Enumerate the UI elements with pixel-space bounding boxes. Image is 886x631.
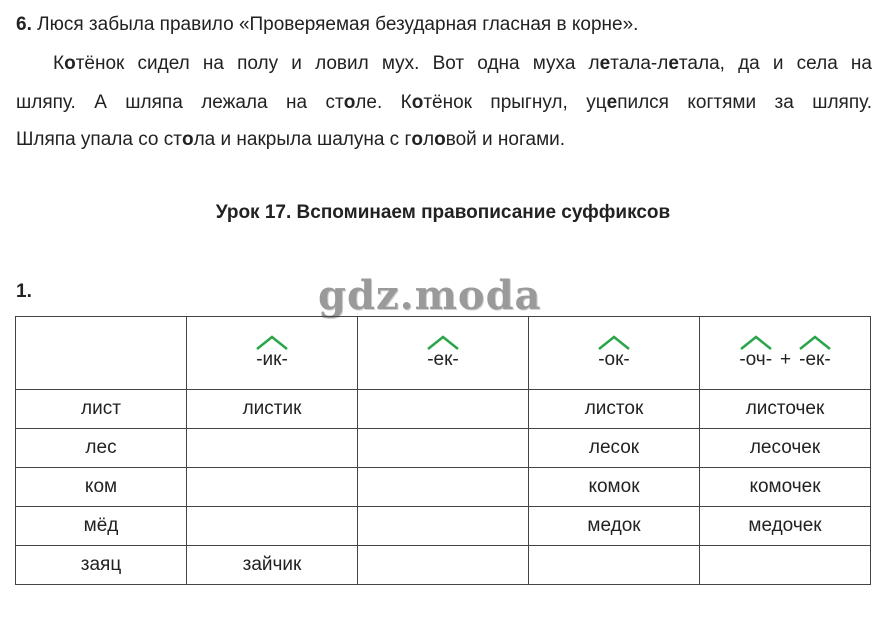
bold-vowel: о bbox=[434, 129, 446, 150]
table-cell bbox=[187, 468, 358, 507]
table-row bbox=[16, 546, 871, 585]
table-cell: мёд bbox=[16, 507, 187, 546]
suffix-arc-icon bbox=[255, 335, 289, 351]
table-cell bbox=[358, 390, 529, 429]
table-cell bbox=[529, 546, 700, 585]
table-cell: листочек bbox=[700, 390, 871, 429]
suffix-label: -ик- bbox=[256, 349, 288, 370]
plus-sign: + bbox=[780, 349, 792, 370]
text-segment: тёнок прыгнул, уц bbox=[423, 92, 607, 113]
table-cell: лист bbox=[16, 390, 187, 429]
table-cell bbox=[358, 468, 529, 507]
bold-vowel: е bbox=[668, 53, 679, 74]
table-cell: лес bbox=[16, 429, 187, 468]
table-cell: ком bbox=[16, 468, 187, 507]
table-cell: заяц bbox=[16, 546, 187, 585]
bold-vowel: о bbox=[411, 92, 424, 113]
table-cell: комочек bbox=[700, 468, 871, 507]
table-row bbox=[16, 507, 871, 546]
table-cell: листок bbox=[529, 390, 700, 429]
table-cell: листик bbox=[187, 390, 358, 429]
suffix-mark bbox=[598, 335, 630, 371]
suffix-label: -ек- bbox=[427, 349, 459, 370]
table-row bbox=[16, 468, 871, 507]
text-segment: ла и накрыла шалуна с г bbox=[193, 129, 412, 150]
table-cell: медок bbox=[529, 507, 700, 546]
table-cell bbox=[700, 546, 871, 585]
table-header-row bbox=[16, 317, 871, 390]
suffix-label: -ек- bbox=[799, 349, 831, 370]
header-suffix-cell bbox=[358, 317, 529, 390]
exercise-number: 6. bbox=[16, 14, 32, 35]
text-line bbox=[16, 53, 872, 75]
suffix-table bbox=[15, 316, 871, 585]
bold-vowel: о bbox=[64, 53, 76, 74]
suffix-mark bbox=[739, 335, 772, 371]
table-row bbox=[16, 390, 871, 429]
header-combo-cell bbox=[700, 317, 871, 390]
text-segment: К bbox=[53, 53, 65, 74]
table-cell: комок bbox=[529, 468, 700, 507]
header-suffix-cell bbox=[187, 317, 358, 390]
table-row bbox=[16, 429, 871, 468]
header-empty-cell bbox=[16, 317, 187, 390]
suffix-mark bbox=[427, 335, 459, 371]
header-suffix-cell bbox=[529, 317, 700, 390]
bold-vowel: е bbox=[606, 92, 618, 113]
text-segment: вой и ногами. bbox=[445, 129, 566, 150]
bold-vowel: о bbox=[181, 129, 194, 150]
table-cell: зайчик bbox=[187, 546, 358, 585]
suffix-mark bbox=[256, 335, 288, 371]
suffix-arc-icon bbox=[597, 335, 631, 351]
text-segment: шляпу. А шляпа лежала на ст bbox=[16, 92, 344, 113]
table-cell bbox=[358, 507, 529, 546]
table-cell: лесочек bbox=[700, 429, 871, 468]
text-segment: пился когтями за шляпу. bbox=[617, 92, 872, 113]
text-line bbox=[16, 129, 565, 151]
watermark-logo: gdz.moda bbox=[318, 272, 542, 319]
text-segment: л bbox=[423, 129, 435, 150]
task-number: 1. bbox=[16, 281, 32, 302]
text-segment: Шляпа упала со ст bbox=[16, 129, 182, 150]
bold-vowel: о bbox=[411, 129, 423, 150]
text-line bbox=[16, 92, 872, 114]
lesson-heading: Урок 17. Вспоминаем правописание суффиксов bbox=[215, 202, 671, 223]
bold-vowel: о bbox=[343, 92, 356, 113]
table-cell bbox=[187, 507, 358, 546]
table-cell bbox=[187, 429, 358, 468]
text-segment: тала, да и села на bbox=[678, 53, 872, 74]
suffix-arc-icon bbox=[798, 335, 832, 351]
suffix-label: -оч- bbox=[739, 349, 773, 370]
exercise-prompt-text: Люся забыла правило «Проверяемая безударная гласная в корне». bbox=[37, 14, 639, 35]
table-cell bbox=[358, 429, 529, 468]
text-segment: ле. К bbox=[355, 92, 412, 113]
table-cell: лесок bbox=[529, 429, 700, 468]
suffix-mark bbox=[799, 335, 831, 371]
suffix-label: -ок- bbox=[598, 349, 630, 370]
table-cell: медочек bbox=[700, 507, 871, 546]
suffix-arc-icon bbox=[426, 335, 460, 351]
text-segment: тала-л bbox=[610, 53, 669, 74]
text-segment: тёнок сидел на полу и ловил мух. Вот одна муха л bbox=[75, 53, 600, 74]
suffix-arc-icon bbox=[739, 335, 773, 351]
bold-vowel: е bbox=[599, 53, 611, 74]
exercise-6-prompt bbox=[16, 14, 638, 36]
table-cell bbox=[358, 546, 529, 585]
